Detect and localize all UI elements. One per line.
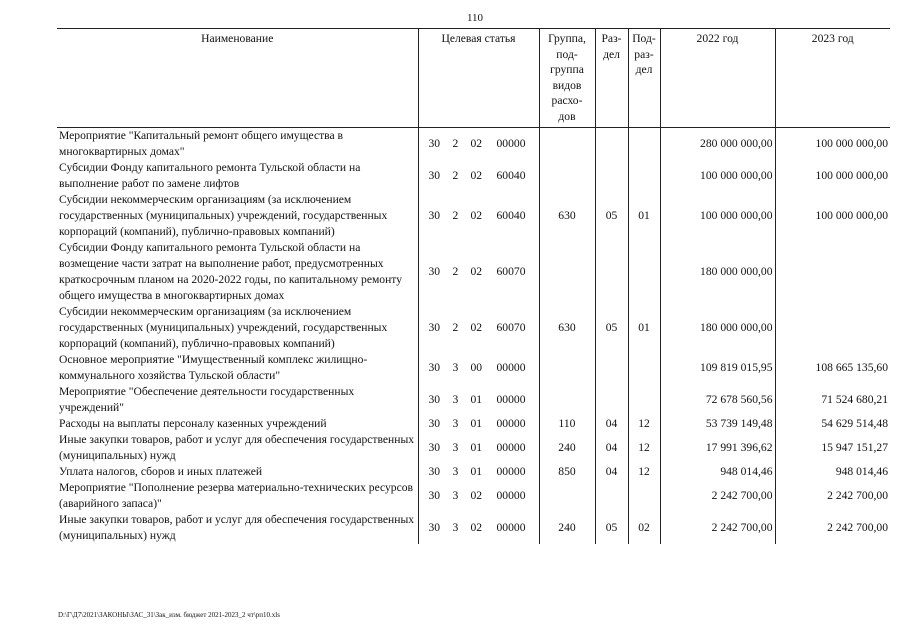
row-subsection: 12: [628, 464, 660, 480]
row-group: [539, 160, 595, 192]
row-name: Мероприятие "Капитальный ремонт общего имущества в многоквартирных домах": [59, 129, 344, 158]
table-row: [57, 352, 890, 384]
target-article-part: 3: [452, 393, 459, 406]
target-article-part: 2: [452, 169, 459, 182]
row-amount-2023: 948 014,46: [775, 464, 890, 480]
target-article-part: 30: [428, 265, 441, 278]
target-article-part: 00000: [496, 393, 526, 406]
table-row: [57, 464, 890, 480]
row-amount-2022: 53 739 149,48: [660, 416, 775, 432]
page-number: 110: [466, 12, 484, 24]
table-row: [57, 512, 890, 544]
target-article-part: 00000: [496, 137, 526, 150]
target-article-part: 3: [452, 417, 459, 430]
row-subsection: [628, 384, 660, 416]
target-article-part: 30: [428, 521, 441, 534]
row-amount-2023: 15 947 151,27: [775, 432, 890, 464]
target-article-part: 60040: [496, 209, 526, 222]
row-section: [595, 160, 628, 192]
target-article-part: 00000: [496, 417, 526, 430]
row-target-article: [418, 304, 539, 352]
row-amount-2022: 17 991 396,62: [660, 432, 775, 464]
row-name: Мероприятие "Обеспечение деятельности государственных учреждений": [59, 385, 355, 414]
row-group: [539, 240, 595, 304]
row-subsection: [628, 160, 660, 192]
row-name: Субсидии некоммерческим организациям (за исключением государственных (муниципальных) учреждений, государственных корпораций (компаний), публично-правовых компаний): [59, 305, 388, 350]
row-amount-2023: 54 629 514,48: [775, 416, 890, 432]
row-target-article: [418, 192, 539, 240]
row-amount-2022: 100 000 000,00: [660, 192, 775, 240]
target-article-part: 30: [428, 393, 441, 406]
row-target-article: [418, 512, 539, 544]
table-row: [57, 304, 890, 352]
row-section: 04: [595, 464, 628, 480]
header-row: [57, 29, 890, 128]
target-article-part: 30: [428, 137, 441, 150]
table-row: [57, 160, 890, 192]
table-row: [57, 384, 890, 416]
row-subsection: 12: [628, 432, 660, 464]
row-section: [595, 240, 628, 304]
row-name: Основное мероприятие "Имущественный комплекс жилищно-коммунального хозяйства Тульской области": [59, 353, 368, 382]
budget-table: [57, 28, 890, 544]
target-article-part: 30: [428, 209, 441, 222]
target-article-part: 2: [452, 265, 459, 278]
row-amount-2022: 2 242 700,00: [660, 512, 775, 544]
target-article-part: 2: [452, 137, 459, 150]
target-article-part: 02: [470, 137, 483, 150]
row-group: 240: [539, 432, 595, 464]
row-amount-2023: 2 242 700,00: [775, 480, 890, 512]
target-article-part: 60070: [496, 321, 526, 334]
target-article-part: 30: [428, 417, 441, 430]
row-section: 04: [595, 416, 628, 432]
row-target-article: [418, 240, 539, 304]
target-article-part: 01: [470, 393, 483, 406]
row-amount-2022: 2 242 700,00: [660, 480, 775, 512]
row-name: Иные закупки товаров, работ и услуг для обеспечения государственных (муниципальных) нужд: [59, 513, 415, 542]
target-article-part: 02: [470, 169, 483, 182]
row-subsection: 12: [628, 416, 660, 432]
row-amount-2023: 100 000 000,00: [775, 160, 890, 192]
row-amount-2023: [775, 240, 890, 304]
target-article-part: 30: [428, 361, 441, 374]
table-row: [57, 128, 890, 161]
target-article-part: 3: [452, 361, 459, 374]
file-path-footer: D:\Г\Д7\2021\ЗАКОНЫ\ЗАС_31\Зак_изм. бюджет 2021-2023_2 чт\рп10.xls: [58, 611, 280, 619]
row-amount-2023: 71 524 680,21: [775, 384, 890, 416]
header-year-2022: 2022 год: [660, 29, 775, 128]
row-section: [595, 384, 628, 416]
target-article-part: 60040: [496, 169, 526, 182]
row-amount-2023: 100 000 000,00: [775, 192, 890, 240]
target-article-part: 01: [470, 465, 483, 478]
target-article-part: 3: [452, 465, 459, 478]
row-section: 05: [595, 192, 628, 240]
row-group: [539, 384, 595, 416]
row-target-article: [418, 480, 539, 512]
row-target-article: [418, 384, 539, 416]
row-amount-2023: 100 000 000,00: [775, 128, 890, 161]
row-subsection: 01: [628, 304, 660, 352]
target-article-part: 02: [470, 209, 483, 222]
target-article-part: 00: [470, 361, 483, 374]
table-row: [57, 416, 890, 432]
row-amount-2023: 2 242 700,00: [775, 512, 890, 544]
row-group: 240: [539, 512, 595, 544]
row-target-article: [418, 160, 539, 192]
table-row: [57, 480, 890, 512]
row-amount-2022: 948 014,46: [660, 464, 775, 480]
table-row: [57, 432, 890, 464]
row-amount-2022: 180 000 000,00: [660, 240, 775, 304]
row-subsection: 01: [628, 192, 660, 240]
target-article-part: 30: [428, 321, 441, 334]
row-group: 110: [539, 416, 595, 432]
target-article-part: 2: [452, 209, 459, 222]
row-group: [539, 128, 595, 161]
header-section: Раз- дел: [595, 29, 628, 128]
row-amount-2022: 109 819 015,95: [660, 352, 775, 384]
row-section: [595, 128, 628, 161]
header-year-2023: 2023 год: [775, 29, 890, 128]
row-subsection: 02: [628, 512, 660, 544]
row-amount-2022: 180 000 000,00: [660, 304, 775, 352]
target-article-part: 01: [470, 441, 483, 454]
row-name: Субсидии Фонду капитального ремонта Тульской области на выполнение работ по замене лифтов: [59, 161, 361, 190]
row-section: 05: [595, 512, 628, 544]
row-section: [595, 352, 628, 384]
row-group: 850: [539, 464, 595, 480]
row-subsection: [628, 480, 660, 512]
target-article-part: 30: [428, 169, 441, 182]
target-article-part: 02: [470, 321, 483, 334]
row-amount-2022: 72 678 560,56: [660, 384, 775, 416]
table-row: [57, 192, 890, 240]
target-article-part: 3: [452, 441, 459, 454]
row-name: Уплата налогов, сборов и иных платежей: [59, 465, 263, 478]
row-amount-2023: [775, 304, 890, 352]
row-name: Субсидии Фонду капитального ремонта Тульской области на возмещение части затрат на выполнение работ, предусмотренных краткосрочным планом на 2020-2022 годы, по капитальному ремонту общего имущества в многоквартирных домах: [59, 241, 403, 302]
row-name: Иные закупки товаров, работ и услуг для обеспечения государственных (муниципальных) нужд: [59, 433, 415, 462]
row-amount-2022: 100 000 000,00: [660, 160, 775, 192]
row-section: [595, 480, 628, 512]
target-article-part: 01: [470, 417, 483, 430]
target-article-part: 60070: [496, 265, 526, 278]
row-group: [539, 352, 595, 384]
row-target-article: [418, 464, 539, 480]
target-article-part: 2: [452, 321, 459, 334]
row-name: Субсидии некоммерческим организациям (за исключением государственных (муниципальных) учреждений, государственных корпораций (компаний), публично-правовых компаний): [59, 193, 388, 238]
header-name: Наименование: [57, 29, 418, 128]
row-section: 05: [595, 304, 628, 352]
target-article-part: 30: [428, 489, 441, 502]
row-group: [539, 480, 595, 512]
target-article-part: 3: [452, 521, 459, 534]
target-article-part: 00000: [496, 465, 526, 478]
target-article-part: 00000: [496, 489, 526, 502]
row-target-article: [418, 416, 539, 432]
row-subsection: [628, 240, 660, 304]
target-article-part: 00000: [496, 361, 526, 374]
row-group: 630: [539, 304, 595, 352]
row-subsection: [628, 352, 660, 384]
header-group: Группа, под- группа видов расхо- дов: [539, 29, 595, 128]
header-subsection: Под- раз- дел: [628, 29, 660, 128]
header-target-article: Целевая статья: [418, 29, 539, 128]
target-article-part: 00000: [496, 441, 526, 454]
row-name: Расходы на выплаты персоналу казенных учреждений: [59, 417, 327, 430]
row-group: 630: [539, 192, 595, 240]
target-article-part: 3: [452, 489, 459, 502]
row-target-article: [418, 128, 539, 161]
row-subsection: [628, 128, 660, 161]
row-amount-2023: 108 665 135,60: [775, 352, 890, 384]
row-target-article: [418, 432, 539, 464]
row-target-article: [418, 352, 539, 384]
table-row: [57, 240, 890, 304]
row-section: 04: [595, 432, 628, 464]
row-amount-2022: 280 000 000,00: [660, 128, 775, 161]
target-article-part: 30: [428, 465, 441, 478]
row-name: Мероприятие "Пополнение резерва материально-технических ресурсов (аварийного запаса)": [59, 481, 414, 510]
target-article-part: 30: [428, 441, 441, 454]
target-article-part: 00000: [496, 521, 526, 534]
target-article-part: 02: [470, 265, 483, 278]
target-article-part: 02: [470, 489, 483, 502]
target-article-part: 02: [470, 521, 483, 534]
